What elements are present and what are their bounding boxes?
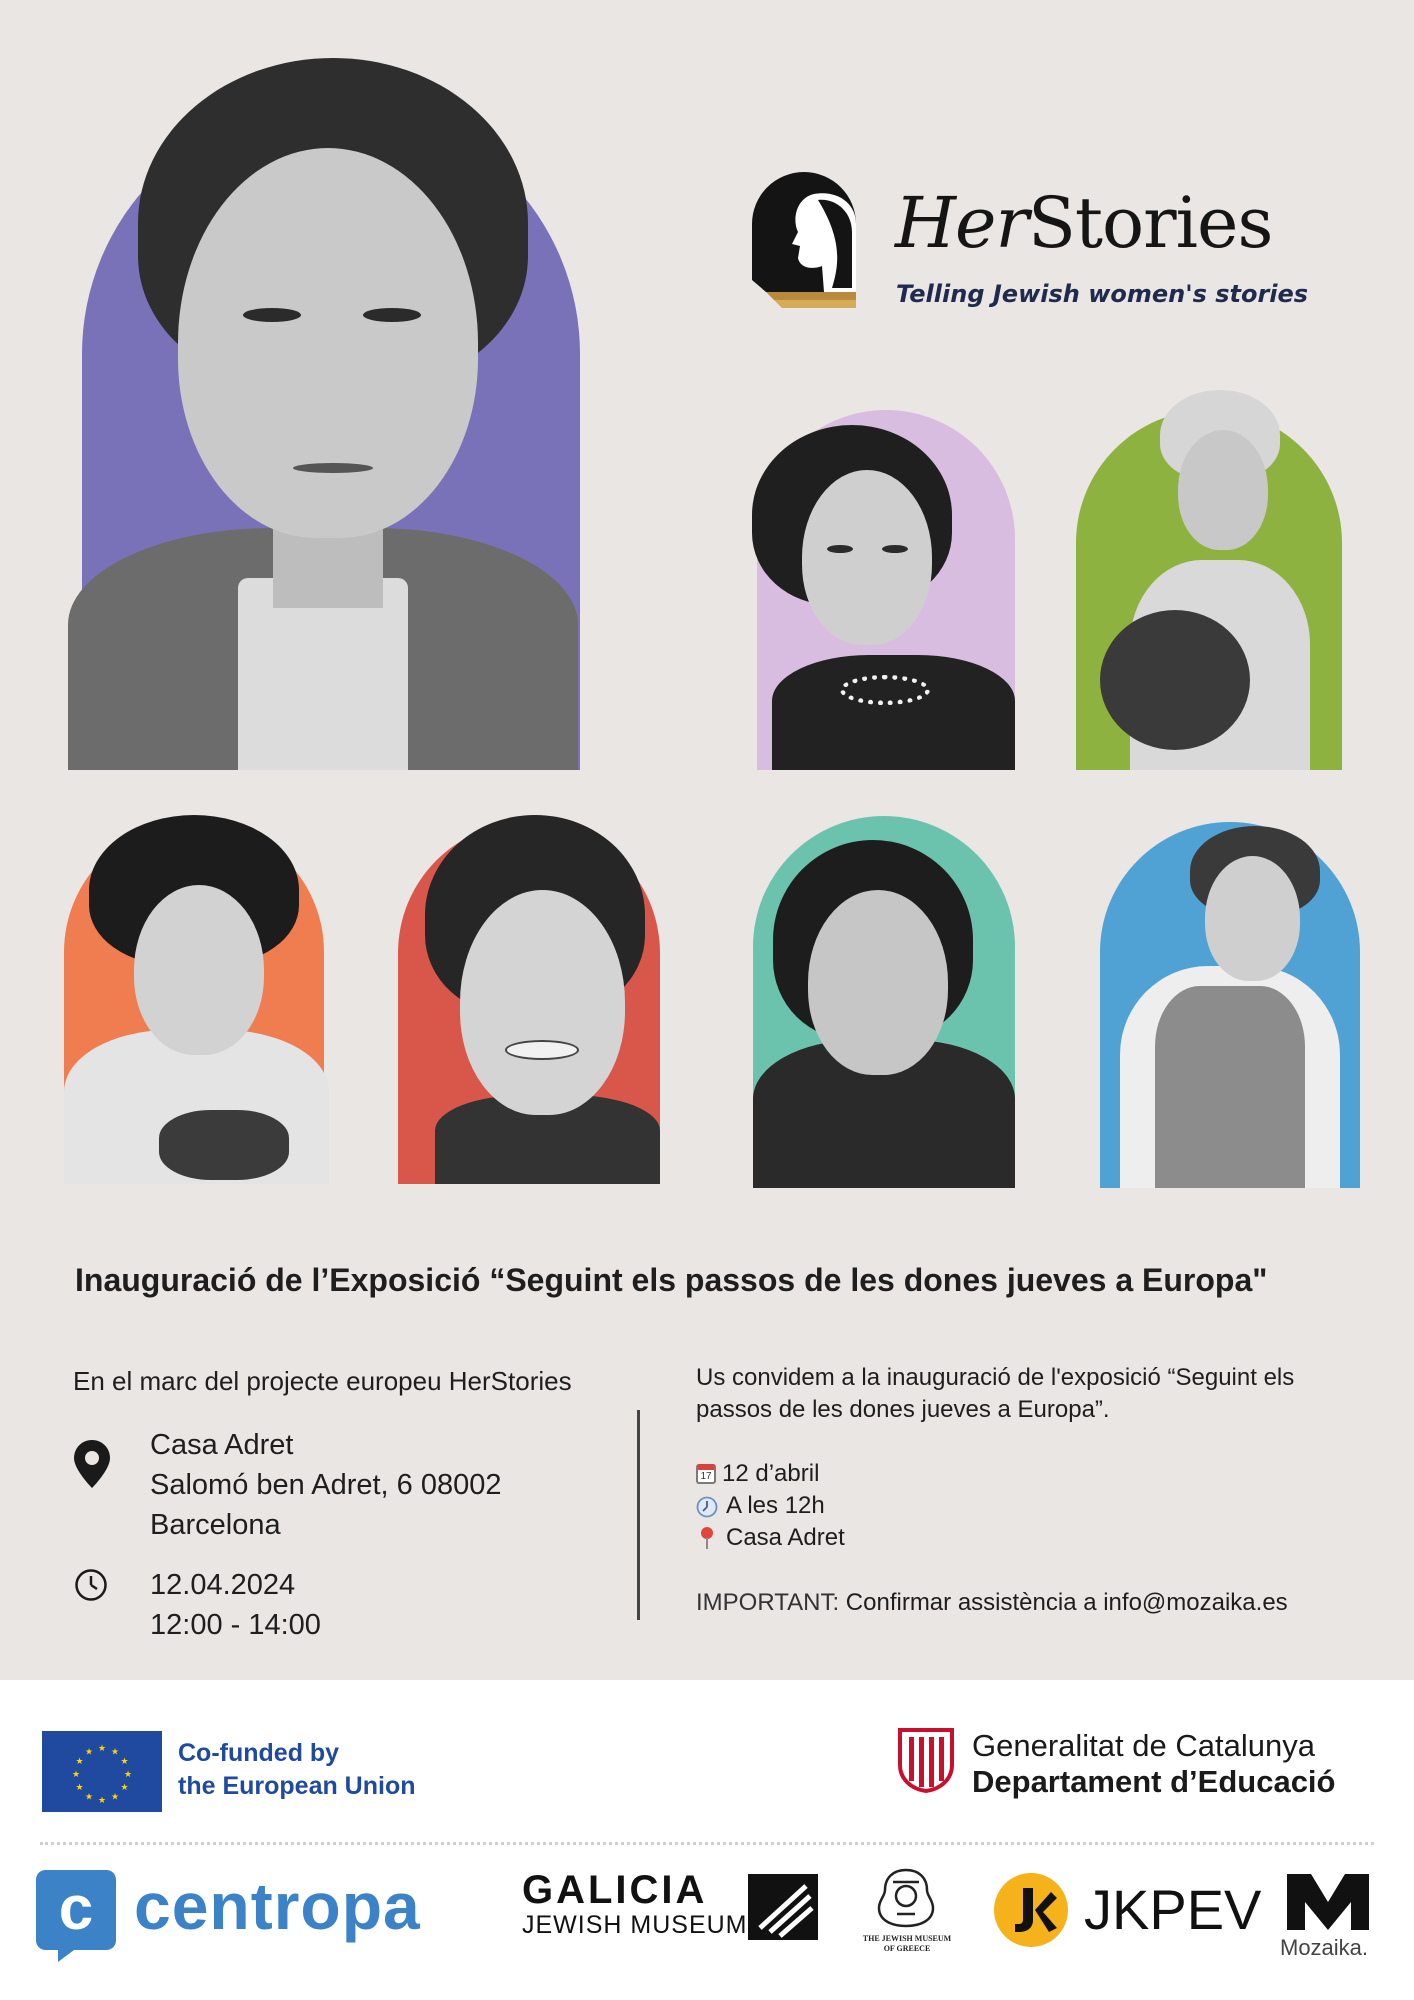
herstories-tagline: Telling Jewish women's stories: [896, 280, 1309, 308]
footer-dotted-divider: [40, 1842, 1374, 1845]
venue-block: [150, 1425, 501, 1545]
eu-cofunded-text: [178, 1737, 416, 1803]
svg-text:★: ★: [97, 1744, 107, 1754]
jkpev-wordmark: JKPEV: [1084, 1878, 1262, 1941]
galicia-emblem-icon: [748, 1874, 818, 1940]
jmg-line1: THE JEWISH MUSEUM: [862, 1934, 952, 1943]
svg-text:★: ★: [71, 1770, 81, 1780]
event-subtitle: En el marc del projecte europeu HerStories: [73, 1366, 572, 1396]
mozaika-logo-icon: [1285, 1872, 1371, 1932]
portrait-large-photo: [68, 58, 578, 770]
calendar-icon: 17: [696, 1464, 716, 1484]
wordmark-her: Her: [895, 182, 1028, 264]
gencat-line2: Departament d’Educació: [972, 1764, 1336, 1799]
portrait-green-photo: [1090, 390, 1342, 770]
clock-small-icon: [696, 1495, 718, 1517]
detail-place: Casa Adret: [726, 1524, 845, 1551]
detail-row-date: [696, 1458, 845, 1490]
svg-text:★: ★: [75, 1783, 84, 1793]
venue-street: Salomó ben Adret, 6 08002: [150, 1469, 502, 1501]
herstories-logo-mark: [752, 172, 856, 318]
detail-time: A les 12h: [726, 1492, 825, 1519]
portrait-teal-photo: [753, 840, 1015, 1188]
eu-line2: the European Union: [178, 1772, 416, 1800]
jewish-museum-greece-emblem-icon: [873, 1866, 939, 1930]
generalitat-text: [972, 1728, 1335, 1800]
datetime-block: [150, 1565, 321, 1645]
generalitat-emblem-icon: [897, 1727, 955, 1793]
event-title: Inauguració de l’Exposició “Seguint els passos de les dones jueves a Europa": [75, 1262, 1268, 1298]
pushpin-icon: [696, 1526, 718, 1550]
portrait-orange-photo: [64, 815, 329, 1184]
clock-icon: [74, 1568, 108, 1602]
invite-text: Us convidem a la inauguració de l'exposició “Seguint els passos de les dones jueves a Europa”.: [696, 1364, 1295, 1423]
column-divider: [637, 1410, 640, 1620]
gencat-line1: Generalitat de Catalunya: [972, 1728, 1315, 1763]
galicia-logo-text: [522, 1870, 748, 1940]
details-list: [696, 1458, 845, 1554]
svg-text:★: ★: [110, 1747, 120, 1758]
portrait-red-photo: [405, 815, 660, 1184]
event-date: 12.04.2024: [150, 1569, 296, 1601]
jewish-museum-greece-text: [852, 1934, 962, 1954]
wordmark-stories: Stories: [1027, 182, 1273, 264]
jmg-line2: OF GREECE: [883, 1944, 931, 1953]
centropa-logo-icon: [36, 1870, 116, 1962]
important-label: IMPORTANT:: [696, 1589, 840, 1616]
map-pin-icon: [74, 1440, 110, 1488]
venue-city: Barcelona: [150, 1509, 281, 1541]
centropa-wordmark: centropa: [134, 1869, 421, 1943]
event-time: 12:00 - 14:00: [150, 1609, 321, 1641]
eu-line1: Co-funded by: [178, 1739, 340, 1767]
svg-text:★: ★: [97, 1796, 107, 1806]
svg-text:★: ★: [123, 1770, 133, 1780]
herstories-wordmark: [895, 182, 1273, 264]
portrait-blue-photo: [1100, 826, 1360, 1188]
svg-text:★: ★: [75, 1757, 84, 1767]
svg-text:★: ★: [110, 1792, 120, 1803]
svg-text:★: ★: [84, 1747, 94, 1758]
mozaika-wordmark: Mozaika.: [1280, 1935, 1369, 1960]
svg-text:★: ★: [84, 1792, 94, 1803]
svg-text:★: ★: [120, 1757, 129, 1767]
detail-row-time: [696, 1490, 845, 1522]
centropa-mark: c: [58, 1874, 94, 1943]
portrait-lilac-photo: [722, 425, 1015, 770]
detail-row-place: [696, 1522, 845, 1554]
venue-name: Casa Adret: [150, 1429, 294, 1461]
jkpev-logo-icon: [993, 1872, 1069, 1948]
important-note: [696, 1587, 1288, 1619]
eu-flag-icon: [42, 1731, 162, 1812]
detail-date: 12 d’abril: [722, 1460, 820, 1487]
galicia-line1: GALICIA: [522, 1868, 708, 1912]
galicia-line2: JEWISH MUSEUM: [522, 1911, 748, 1939]
important-text: Confirmar assistència a info@mozaika.es: [845, 1589, 1288, 1616]
svg-text:★: ★: [120, 1783, 129, 1793]
